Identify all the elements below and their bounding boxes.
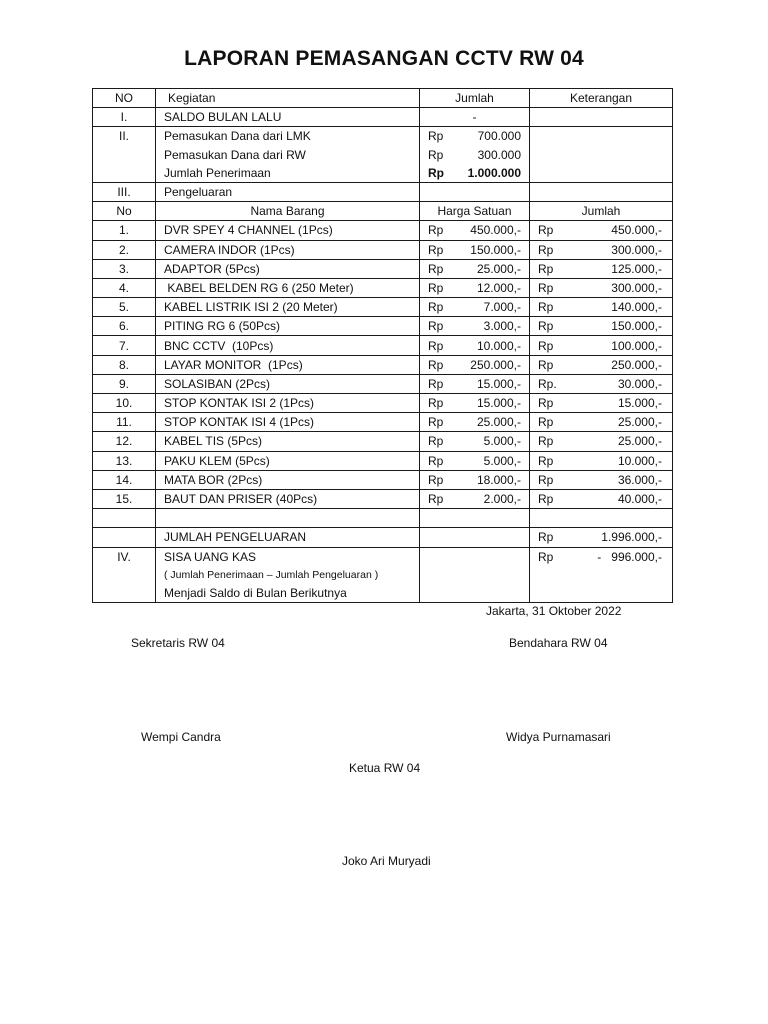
sisa-label: SISA UANG KAS (164, 549, 257, 564)
currency: Rp (538, 223, 554, 238)
item-name: KABEL BELDEN RG 6 (250 Meter) (156, 278, 420, 297)
item-no: 5. (93, 298, 156, 317)
item-name: SOLASIBAN (2Pcs) (156, 374, 420, 393)
table-row (93, 451, 673, 470)
place-date: Jakarta, 31 Oktober 2022 (486, 604, 622, 618)
amount: 12.000,- (476, 280, 521, 295)
item-harga (420, 413, 530, 432)
sekretaris-title: Sekretaris RW 04 (131, 636, 225, 650)
amount: 36.000,- (617, 472, 662, 487)
item-no: 6. (93, 317, 156, 336)
currency: Rp (428, 357, 444, 372)
pengeluaran-row (93, 182, 673, 201)
currency: Rp (538, 453, 554, 468)
pengeluaran-no: III. (93, 182, 156, 201)
item-jumlah (530, 470, 673, 489)
sekretaris-name: Wempi Candra (141, 730, 221, 744)
item-jumlah (530, 298, 673, 317)
currency: Rp (428, 280, 444, 295)
report-table (92, 88, 673, 603)
amount: 300.000,- (611, 280, 662, 295)
amount: 30.000,- (617, 376, 662, 391)
currency: Rp (428, 472, 444, 487)
item-no: 9. (93, 374, 156, 393)
bendahara-name: Widya Purnamasari (506, 730, 611, 744)
sisa-row (93, 547, 673, 602)
amount: 5.000,- (483, 434, 521, 449)
item-no: 1. (93, 221, 156, 240)
item-harga (420, 317, 530, 336)
table-row (93, 298, 673, 317)
amount: 1.996.000,- (601, 530, 662, 545)
currency: Rp (428, 129, 444, 144)
table-row (93, 374, 673, 393)
item-name: BAUT DAN PRISER (40Pcs) (156, 489, 420, 508)
item-name: PITING RG 6 (50Pcs) (156, 317, 420, 336)
sisa-formula: ( Jumlah Penerimaan – Jumlah Pengeluaran ) (164, 568, 379, 581)
item-harga (420, 259, 530, 278)
amount: 100.000,- (611, 338, 662, 353)
currency: Rp (538, 396, 554, 411)
amount: 250.000,- (470, 357, 521, 372)
item-harga (420, 278, 530, 297)
currency: Rp (428, 165, 444, 180)
currency: Rp (428, 453, 444, 468)
table-row (93, 278, 673, 297)
amount: 25.000,- (476, 261, 521, 276)
pengeluaran-label: Pengeluaran (156, 182, 420, 201)
table-row (93, 317, 673, 336)
ketua-title: Ketua RW 04 (349, 761, 421, 775)
amount: 1.000.000 (467, 165, 521, 180)
header-no: NO (93, 89, 156, 108)
table-row (93, 432, 673, 451)
blank-row (93, 509, 673, 528)
amount: 10.000,- (617, 453, 662, 468)
amount: 150.000,- (470, 242, 521, 257)
pemasukan-no: II. (93, 127, 156, 146)
penerimaan-amount (420, 164, 530, 183)
table-row (93, 489, 673, 508)
item-harga (420, 221, 530, 240)
item-jumlah (530, 355, 673, 374)
pemasukan-amount (420, 127, 530, 146)
items-header-harga: Harga Satuan (420, 202, 530, 221)
items-list (93, 221, 673, 509)
table-row (93, 221, 673, 240)
item-jumlah (530, 451, 673, 470)
saldo-value: - (420, 108, 530, 127)
currency: Rp (428, 242, 444, 257)
item-jumlah (530, 413, 673, 432)
items-header-no: No (93, 202, 156, 221)
item-name: CAMERA INDOR (1Pcs) (156, 240, 420, 259)
currency: Rp (538, 261, 554, 276)
currency: Rp (428, 492, 444, 507)
table-row (93, 394, 673, 413)
item-name: KABEL LISTRIK ISI 2 (20 Meter) (156, 298, 420, 317)
currency: Rp (428, 223, 444, 238)
item-name: STOP KONTAK ISI 4 (1Pcs) (156, 413, 420, 432)
currency: Rp (538, 300, 554, 315)
total-amount (530, 528, 673, 547)
amount: 300.000 (477, 147, 521, 162)
items-header-nama: Nama Barang (156, 202, 420, 221)
item-harga (420, 336, 530, 355)
sisa-cell (156, 547, 420, 602)
sisa-note: Menjadi Saldo di Bulan Berikutnya (164, 585, 347, 600)
amount: 15.000,- (476, 376, 521, 391)
currency: Rp (428, 338, 444, 353)
table-row (93, 413, 673, 432)
item-harga (420, 394, 530, 413)
ketua-name: Joko Ari Muryadi (342, 854, 431, 868)
pemasukan-row (93, 146, 673, 164)
item-jumlah (530, 221, 673, 240)
amount: 450.000,- (470, 223, 521, 238)
item-no: 12. (93, 432, 156, 451)
item-name: STOP KONTAK ISI 2 (1Pcs) (156, 394, 420, 413)
item-name: DVR SPEY 4 CHANNEL (1Pcs) (156, 221, 420, 240)
item-no: 8. (93, 355, 156, 374)
item-harga (420, 374, 530, 393)
item-harga (420, 355, 530, 374)
saldo-keterangan (530, 108, 673, 127)
saldo-label: SALDO BULAN LALU (156, 108, 420, 127)
table-row (93, 336, 673, 355)
item-name: ADAPTOR (5Pcs) (156, 259, 420, 278)
item-no: 10. (93, 394, 156, 413)
amount: 150.000,- (611, 319, 662, 334)
items-header-row (93, 202, 673, 221)
item-jumlah (530, 432, 673, 451)
item-no: 7. (93, 336, 156, 355)
item-no: 14. (93, 470, 156, 489)
currency: Rp (538, 549, 554, 564)
amount: 700.000 (477, 129, 521, 144)
item-no: 13. (93, 451, 156, 470)
currency: Rp (428, 415, 444, 430)
amount: 40.000,- (617, 492, 662, 507)
amount: 15.000,- (476, 396, 521, 411)
currency: Rp (538, 280, 554, 295)
currency: Rp (538, 530, 554, 545)
amount: 25.000,- (617, 415, 662, 430)
item-no: 2. (93, 240, 156, 259)
pemasukan-keterangan (530, 127, 673, 146)
item-harga (420, 240, 530, 259)
item-name: MATA BOR (2Pcs) (156, 470, 420, 489)
amount: 5.000,- (483, 453, 521, 468)
currency: Rp (538, 434, 554, 449)
saldo-no: I. (93, 108, 156, 127)
currency: Rp (538, 319, 554, 334)
item-no: 11. (93, 413, 156, 432)
item-name: PAKU KLEM (5Pcs) (156, 451, 420, 470)
saldo-row (93, 108, 673, 127)
item-name: KABEL TIS (5Pcs) (156, 432, 420, 451)
sisa-no (93, 547, 156, 602)
currency: Rp (538, 492, 554, 507)
amount: 125.000,- (611, 261, 662, 276)
item-harga (420, 489, 530, 508)
header-jumlah: Jumlah (420, 89, 530, 108)
item-name: BNC CCTV (10Pcs) (156, 336, 420, 355)
currency: Rp (538, 415, 554, 430)
amount: 450.000,- (611, 223, 662, 238)
item-name: LAYAR MONITOR (1Pcs) (156, 355, 420, 374)
bendahara-title: Bendahara RW 04 (509, 636, 608, 650)
report-title: LAPORAN PEMASANGAN CCTV RW 04 (184, 47, 584, 70)
amount: 7.000,- (483, 300, 521, 315)
amount: 10.000,- (476, 338, 521, 353)
amount: 300.000,- (611, 242, 662, 257)
header-keterangan: Keterangan (530, 89, 673, 108)
sisa-amount (530, 547, 673, 602)
amount: 140.000,- (611, 300, 662, 315)
item-jumlah (530, 240, 673, 259)
currency: Rp (428, 147, 444, 162)
item-harga (420, 451, 530, 470)
item-jumlah (530, 317, 673, 336)
amount: - 996.000,- (597, 549, 662, 564)
pemasukan-label: Pemasukan Dana dari RW (156, 146, 420, 164)
amount: 3.000,- (483, 319, 521, 334)
item-jumlah (530, 259, 673, 278)
jumlah-penerimaan-row (93, 164, 673, 183)
currency: Rp (428, 319, 444, 334)
total-label: JUMLAH PENGELUARAN (156, 528, 420, 547)
currency: Rp. (538, 376, 557, 391)
item-jumlah (530, 374, 673, 393)
amount: 15.000,- (617, 396, 662, 411)
item-no: 15. (93, 489, 156, 508)
sisa-no-text: IV. (117, 549, 131, 564)
item-harga (420, 432, 530, 451)
items-header-jumlah: Jumlah (530, 202, 673, 221)
amount: 25.000,- (617, 434, 662, 449)
currency: Rp (428, 376, 444, 391)
item-no: 4. (93, 278, 156, 297)
item-jumlah (530, 336, 673, 355)
table-row (93, 240, 673, 259)
total-row (93, 528, 673, 547)
amount: 250.000,- (611, 357, 662, 372)
currency: Rp (538, 357, 554, 372)
amount: 2.000,- (483, 492, 521, 507)
currency: Rp (538, 338, 554, 353)
header-kegiatan: Kegiatan (156, 89, 420, 108)
penerimaan-label: Jumlah Penerimaan (156, 164, 420, 183)
amount: 18.000,- (476, 472, 521, 487)
currency: Rp (428, 261, 444, 276)
table-header-row (93, 89, 673, 108)
currency: Rp (428, 434, 444, 449)
table-row (93, 355, 673, 374)
currency: Rp (538, 242, 554, 257)
item-jumlah (530, 394, 673, 413)
table-row (93, 259, 673, 278)
pemasukan-label: Pemasukan Dana dari LMK (156, 127, 420, 146)
table-row (93, 470, 673, 489)
item-harga (420, 470, 530, 489)
item-jumlah (530, 278, 673, 297)
item-harga (420, 298, 530, 317)
pemasukan-row (93, 127, 673, 146)
item-no: 3. (93, 259, 156, 278)
currency: Rp (428, 300, 444, 315)
currency: Rp (428, 396, 444, 411)
amount: 25.000,- (476, 415, 521, 430)
currency: Rp (538, 472, 554, 487)
item-jumlah (530, 489, 673, 508)
pemasukan-amount (420, 146, 530, 164)
